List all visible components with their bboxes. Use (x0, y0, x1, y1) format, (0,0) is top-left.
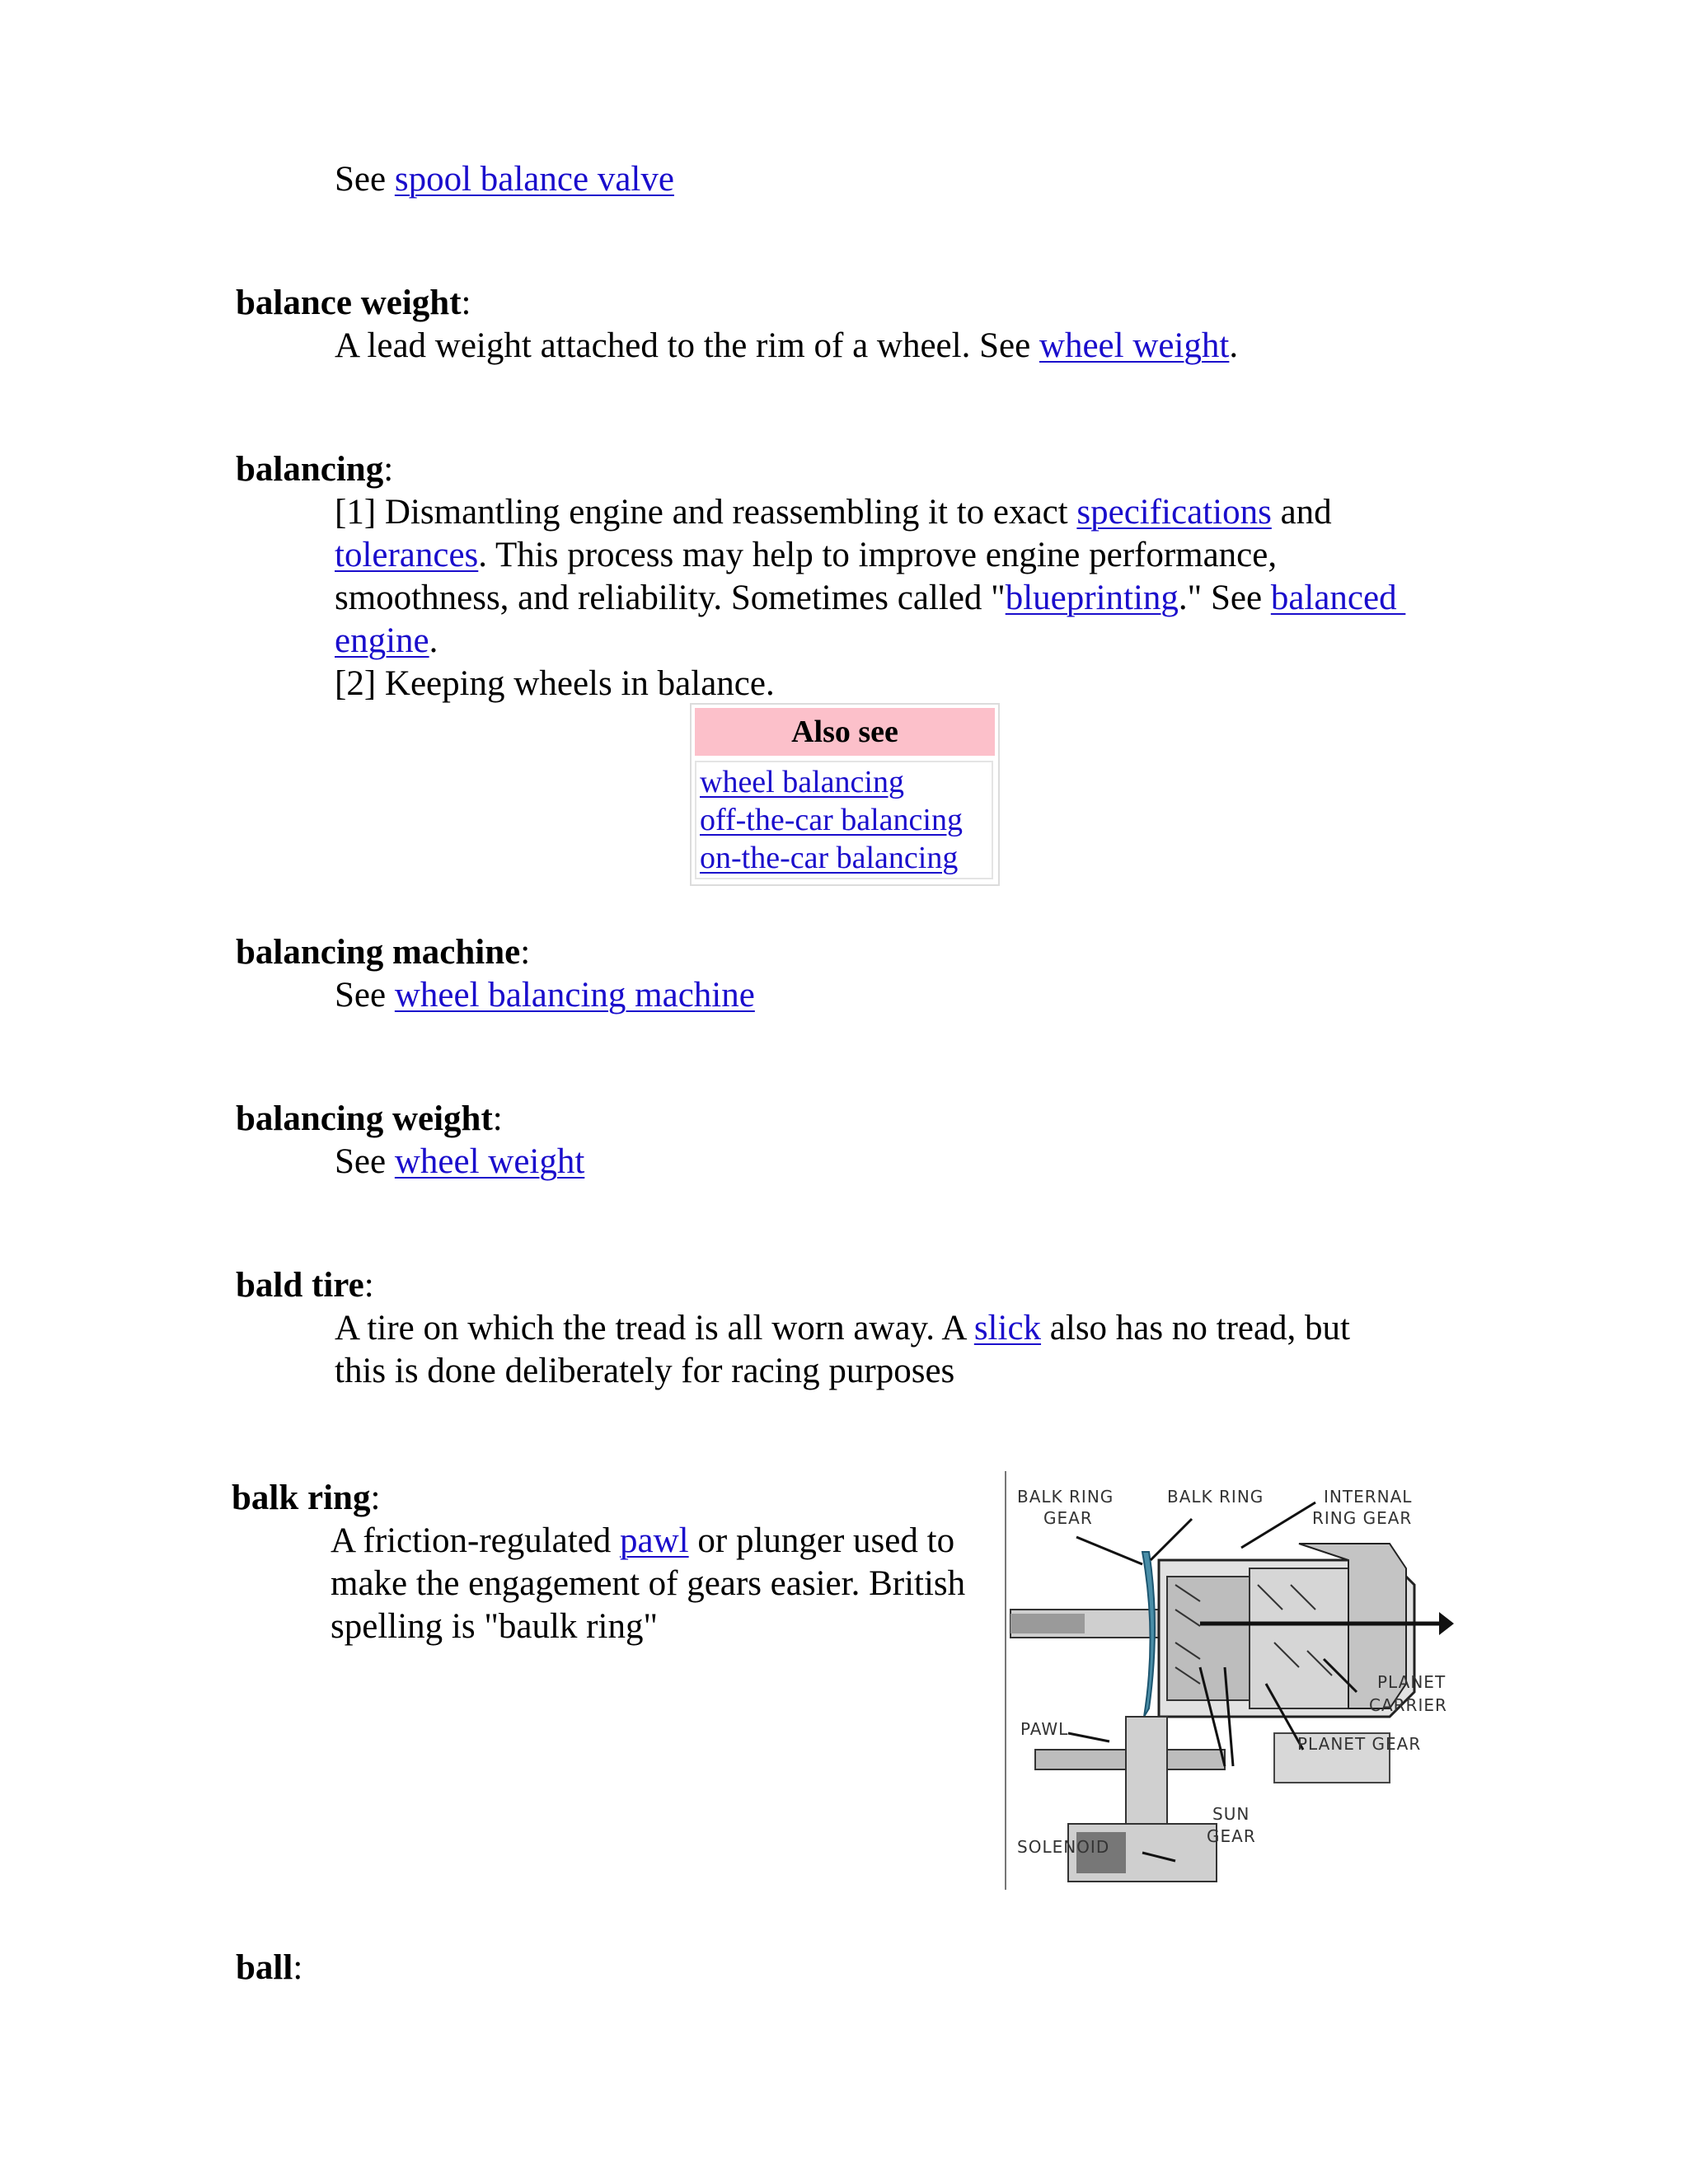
definition-text: A friction-regulated (331, 1521, 621, 1560)
term-balancing-weight: balancing weight (236, 1099, 493, 1138)
balk-ring-diagram (1002, 1469, 1456, 1898)
link-tolerances[interactable]: tolerances (335, 536, 479, 574)
balancing-line-1 (335, 491, 1332, 534)
label-pawl: PAWL (1020, 1719, 1069, 1739)
term-colon: : (363, 1266, 374, 1305)
term-balancing-machine: balancing machine (236, 933, 521, 972)
definition-text: [2] Keeping wheels in balance. (335, 664, 775, 703)
term-balancing-weight-line (236, 1098, 503, 1141)
balk-ring-line-3 (331, 1605, 658, 1648)
link-slick[interactable]: slick (973, 1309, 1042, 1347)
term-balk-ring: balk ring (232, 1479, 371, 1517)
term-balance-weight: balance weight (236, 284, 462, 322)
balancing-weight-definition (335, 1141, 584, 1183)
term-colon: : (520, 933, 531, 972)
definition-text: also has no tread, but (1041, 1309, 1351, 1347)
also-see-box (690, 703, 1000, 886)
balancing-line-5 (335, 663, 775, 705)
label-internal-2: RING GEAR (1312, 1508, 1413, 1528)
balk-ring-line-2 (331, 1563, 965, 1605)
definition-text: A lead weight attached to the rim of a wheel. See (335, 326, 1039, 365)
bald-tire-line-1 (335, 1307, 1350, 1350)
balancing-line-3 (335, 577, 1405, 620)
link-wheel-balancing[interactable]: wheel balancing (700, 765, 904, 799)
term-balancing-machine-line (236, 931, 530, 974)
link-balanced-engine[interactable]: balanced (1270, 579, 1406, 617)
definition-text: this is done deliberately for racing purposes (335, 1352, 955, 1390)
term-ball: ball (236, 1948, 293, 1987)
label-planet-gear: PLANET GEAR (1297, 1734, 1422, 1754)
definition-text: smoothness, and reliability. Sometimes called " (335, 579, 1006, 617)
term-bald-tire-line (236, 1264, 374, 1307)
also-see-list (695, 761, 993, 879)
term-colon: : (461, 284, 471, 322)
balk-ring-diagram-drawing (1002, 1469, 1456, 1898)
label-sun-2: GEAR (1207, 1826, 1256, 1846)
definition-text: . This process may help to improve engine performance, (478, 536, 1278, 574)
term-balk-ring-line (232, 1477, 380, 1520)
term-balance-weight-line (236, 282, 471, 325)
link-off-the-car-balancing[interactable]: off-the-car balancing (700, 803, 963, 837)
label-solenoid: SOLENOID (1017, 1837, 1110, 1857)
link-wheel-weight-2[interactable]: wheel weight (394, 1142, 585, 1181)
label-balk-ring-gear-2: GEAR (1043, 1508, 1093, 1528)
label-balk-ring: BALK RING (1167, 1487, 1264, 1507)
definition-text: A tire on which the tread is all worn away. A (335, 1309, 974, 1347)
see-prefix: See (335, 160, 395, 199)
label-planet-carrier-1: PLANET (1377, 1672, 1447, 1692)
link-wheel-balancing-machine[interactable]: wheel balancing machine (394, 976, 755, 1015)
term-colon: : (293, 1948, 303, 1987)
balk-ring-line-1 (331, 1520, 954, 1563)
label-planet-carrier-2: CARRIER (1369, 1695, 1447, 1715)
label-balk-ring-gear-1: BALK RING (1017, 1487, 1114, 1507)
link-wheel-weight[interactable]: wheel weight (1039, 326, 1230, 365)
definition-text: make the engagement of gears easier. British (331, 1564, 966, 1603)
also-see-title: Also see (695, 708, 995, 756)
balancing-line-4 (335, 620, 438, 663)
definition-text: . (429, 621, 438, 660)
balancing-line-2 (335, 534, 1277, 577)
spool-see-line (335, 158, 674, 201)
term-bald-tire: bald tire (236, 1266, 364, 1305)
definition-text: and (1271, 493, 1332, 532)
term-balancing: balancing (236, 450, 384, 489)
link-pawl[interactable]: pawl (620, 1521, 689, 1560)
link-spool-balance-valve[interactable]: spool balance valve (394, 160, 674, 199)
term-balancing-line (236, 448, 393, 491)
balance-weight-definition (335, 325, 1238, 368)
term-colon: : (383, 450, 394, 489)
label-internal-1: INTERNAL (1324, 1487, 1413, 1507)
link-on-the-car-balancing[interactable]: on-the-car balancing (700, 841, 959, 875)
definition-suffix: . (1229, 326, 1239, 365)
link-balanced-engine-cont[interactable]: engine (335, 621, 429, 660)
bald-tire-line-2 (335, 1350, 954, 1393)
balancing-machine-definition (335, 974, 755, 1017)
term-colon: : (370, 1479, 381, 1517)
link-blueprinting[interactable]: blueprinting (1005, 579, 1179, 617)
definition-text: ." See (1178, 579, 1271, 617)
definition-text: [1] Dismantling engine and reassembling it to exact (335, 493, 1077, 532)
link-specifications[interactable]: specifications (1076, 493, 1272, 532)
definition-text: spelling is "baulk ring" (331, 1607, 658, 1646)
term-ball-line (236, 1947, 302, 1990)
definition-text: or plunger used to (688, 1521, 955, 1560)
see-prefix: See (335, 976, 395, 1015)
label-sun-1: SUN (1212, 1804, 1250, 1824)
term-colon: : (492, 1099, 503, 1138)
see-prefix: See (335, 1142, 395, 1181)
